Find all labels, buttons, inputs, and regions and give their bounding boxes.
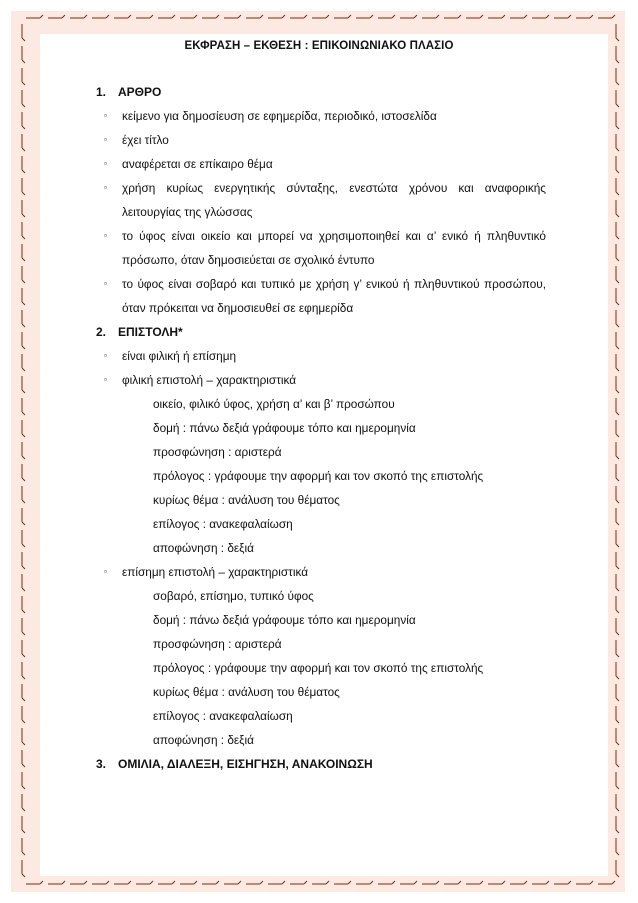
border-stitch — [616, 588, 619, 591]
border-stitch — [616, 214, 619, 217]
border-stitch — [304, 15, 307, 18]
border-stitch — [612, 15, 615, 18]
bullet-icon: ▫ — [104, 279, 107, 288]
border-stitch — [348, 881, 351, 884]
section-number: 1. — [96, 85, 107, 99]
detail-line: σοβαρό, επίσημο, τυπικό ύφος — [153, 589, 314, 603]
document-body — [96, 80, 546, 776]
border-stitch — [22, 104, 25, 107]
border-stitch — [84, 15, 87, 18]
border-stitch — [216, 881, 219, 884]
border-stitch — [616, 500, 619, 503]
border-stitch — [414, 881, 417, 884]
border-stitch — [616, 874, 619, 877]
border-stitch — [22, 522, 25, 525]
border-stitch — [616, 676, 619, 679]
border-stitch — [22, 874, 25, 877]
border-stitch — [616, 148, 619, 151]
border-stitch — [216, 15, 219, 18]
border-stitch — [22, 60, 25, 63]
bullet-icon: ▫ — [104, 183, 107, 192]
detail-line: αποφώνηση : δεξιά — [153, 733, 254, 747]
border-stitch — [22, 632, 25, 635]
list-item: ▫ κείμενο για δημοσίευση σε εφημερίδα, περιοδικό, ιστοσελίδα — [96, 104, 546, 128]
border-stitch — [260, 881, 263, 884]
border-stitch — [22, 390, 25, 393]
border-stitch — [590, 881, 593, 884]
border-stitch — [260, 15, 263, 18]
border-stitch — [616, 632, 619, 635]
border-stitch — [304, 881, 307, 884]
bullet-icon: ▫ — [104, 111, 107, 120]
border-stitch — [22, 214, 25, 217]
border-stitch — [590, 15, 593, 18]
detail-line: επίλογος : ανακεφαλαίωση — [153, 517, 293, 531]
section-title: ΑΡΘΡΟ — [118, 85, 162, 99]
border-stitch — [22, 764, 25, 767]
list-item: ▫ αναφέρεται σε επίκαιρο θέμα — [96, 152, 546, 176]
border-stitch — [546, 881, 549, 884]
border-stitch — [616, 324, 619, 327]
border-stitch — [22, 170, 25, 173]
border-stitch — [22, 412, 25, 415]
border-stitch — [616, 478, 619, 481]
border-stitch — [616, 280, 619, 283]
list-item: ▫ είναι φιλική ή επίσημη — [96, 344, 546, 368]
border-stitch — [22, 192, 25, 195]
border-stitch — [106, 15, 109, 18]
bullet-icon: ▫ — [104, 375, 107, 384]
border-stitch — [616, 720, 619, 723]
border-stitch — [22, 830, 25, 833]
border-stitch — [616, 610, 619, 613]
border-stitch — [616, 412, 619, 415]
section-number: 3. — [96, 757, 107, 771]
border-stitch — [40, 881, 43, 884]
detail-line: πρόλογος : γράφουμε την αφορμή και τον σκοπό της επιστολής — [153, 469, 484, 483]
border-stitch — [22, 566, 25, 569]
detail-line: πρόλογος : γράφουμε την αφορμή και τον σκοπό της επιστολής — [153, 661, 484, 675]
border-stitch — [616, 302, 619, 305]
border-stitch — [62, 15, 65, 18]
border-stitch — [150, 881, 153, 884]
list-item: ▫ χρήση κυρίως ενεργητικής σύνταξης, ενεστώτα χρόνου και αναφορικής λειτουργίας της γλώσσας — [96, 176, 546, 224]
border-stitch — [616, 742, 619, 745]
border-stitch — [22, 654, 25, 657]
border-stitch — [616, 126, 619, 129]
border-stitch — [348, 15, 351, 18]
border-stitch — [616, 236, 619, 239]
border-stitch — [616, 346, 619, 349]
detail-line: δομή : πάνω δεξιά γράφουμε τόπο και ημερομηνία — [153, 421, 416, 435]
border-stitch — [326, 15, 329, 18]
section-title: ΕΠΙΣΤΟΛΗ* — [118, 325, 183, 339]
detail-line: κυρίως θέμα : ανάλυση του θέματος — [153, 685, 340, 699]
border-stitch — [616, 852, 619, 855]
detail-line: αποφώνηση : δεξιά — [153, 541, 254, 555]
border-stitch — [502, 15, 505, 18]
detail-line: δομή : πάνω δεξιά γράφουμε τόπο και ημερομηνία — [153, 613, 416, 627]
border-stitch — [502, 881, 505, 884]
border-stitch — [22, 852, 25, 855]
border-stitch — [616, 434, 619, 437]
section-heading — [96, 80, 546, 104]
border-stitch — [616, 566, 619, 569]
border-stitch — [22, 236, 25, 239]
border-stitch — [436, 881, 439, 884]
section-number: 2. — [96, 325, 107, 339]
border-stitch — [480, 15, 483, 18]
detail-line: επίλογος : ανακεφαλαίωση — [153, 709, 293, 723]
border-stitch — [238, 881, 241, 884]
border-stitch — [616, 258, 619, 261]
border-stitch — [194, 15, 197, 18]
border-stitch — [616, 654, 619, 657]
border-stitch — [22, 742, 25, 745]
border-stitch — [524, 881, 527, 884]
border-stitch — [370, 15, 373, 18]
border-stitch — [22, 500, 25, 503]
border-stitch — [172, 881, 175, 884]
border-stitch — [616, 830, 619, 833]
bullet-icon: ▫ — [104, 351, 107, 360]
border-stitch — [22, 808, 25, 811]
border-stitch — [22, 368, 25, 371]
border-stitch — [616, 390, 619, 393]
border-stitch — [106, 881, 109, 884]
border-stitch — [194, 881, 197, 884]
border-stitch — [616, 764, 619, 767]
border-stitch — [616, 786, 619, 789]
border-stitch — [22, 456, 25, 459]
border-stitch — [616, 60, 619, 63]
detail-line: προσφώνηση : αριστερά — [153, 637, 282, 651]
border-stitch — [22, 126, 25, 129]
border-stitch — [22, 698, 25, 701]
border-stitch — [22, 676, 25, 679]
bullet-icon: ▫ — [104, 159, 107, 168]
border-stitch — [22, 324, 25, 327]
border-stitch — [616, 808, 619, 811]
border-stitch — [616, 170, 619, 173]
border-stitch — [392, 881, 395, 884]
bullet-icon: ▫ — [104, 567, 107, 576]
list-item: ▫ έχει τίτλο — [96, 128, 546, 152]
border-stitch — [22, 588, 25, 591]
detail-line: κυρίως θέμα : ανάλυση του θέματος — [153, 493, 340, 507]
border-stitch — [22, 610, 25, 613]
border-stitch — [22, 82, 25, 85]
document-title: ΕΚΦΡΑΣΗ – ΕΚΘΕΣΗ : ΕΠΙΚΟΙΝΩΝΙΑΚΟ ΠΛΑΣΙΟ — [184, 40, 454, 52]
border-stitch — [414, 15, 417, 18]
border-stitch — [616, 368, 619, 371]
border-stitch — [568, 15, 571, 18]
bullet-icon: ▫ — [104, 135, 107, 144]
border-stitch — [40, 15, 43, 18]
list-item: ▫ επίσημη επιστολή – χαρακτηριστικά — [96, 560, 546, 584]
border-stitch — [458, 881, 461, 884]
border-stitch — [616, 522, 619, 525]
border-stitch — [22, 434, 25, 437]
border-stitch — [150, 15, 153, 18]
border-stitch — [612, 881, 615, 884]
border-stitch — [128, 881, 131, 884]
border-stitch — [616, 456, 619, 459]
border-stitch — [22, 280, 25, 283]
section-heading — [96, 320, 546, 344]
border-stitch — [62, 881, 65, 884]
border-stitch — [616, 104, 619, 107]
border-stitch — [616, 82, 619, 85]
border-stitch — [458, 15, 461, 18]
border-stitch — [370, 881, 373, 884]
border-stitch — [546, 15, 549, 18]
border-stitch — [22, 720, 25, 723]
border-stitch — [22, 346, 25, 349]
border-stitch — [128, 15, 131, 18]
border-stitch — [282, 15, 285, 18]
list-item: ▫ το ύφος είναι οικείο και μπορεί να χρησιμοποιηθεί και α’ ενικό ή πληθυντικό πρόσωπο, όταν δημοσιεύεται σε σχολικό έντυπο — [96, 224, 546, 272]
list-item: ▫ φιλική επιστολή – χαρακτηριστικά — [96, 368, 546, 392]
border-stitch — [616, 192, 619, 195]
border-stitch — [22, 478, 25, 481]
border-stitch — [172, 15, 175, 18]
border-stitch — [616, 544, 619, 547]
border-stitch — [480, 881, 483, 884]
border-stitch — [282, 881, 285, 884]
border-stitch — [568, 881, 571, 884]
border-stitch — [22, 302, 25, 305]
list-item: ▫ το ύφος είναι σοβαρό και τυπικό με χρήση γ’ ενικού ή πληθυντικού προσώπου, όταν πρόκειται να δημοσιευθεί σε εφημερίδα — [96, 272, 546, 320]
detail-line: προσφώνηση : αριστερά — [153, 445, 282, 459]
border-stitch — [22, 148, 25, 151]
border-stitch — [84, 881, 87, 884]
border-stitch — [616, 698, 619, 701]
border-stitch — [22, 544, 25, 547]
border-stitch — [524, 15, 527, 18]
border-stitch — [22, 786, 25, 789]
bullet-icon: ▫ — [104, 231, 107, 240]
section-title: ΟΜΙΛΙΑ, ΔΙΑΛΕΞΗ, ΕΙΣΗΓΗΣΗ, ΑΝΑΚΟΙΝΩΣΗ — [118, 757, 373, 771]
border-stitch — [392, 15, 395, 18]
section-heading — [96, 752, 546, 776]
detail-line: οικείο, φιλικό ύφος, χρήση α’ και β’ προσώπου — [153, 397, 395, 411]
border-stitch — [326, 881, 329, 884]
border-stitch — [436, 15, 439, 18]
border-stitch — [22, 258, 25, 261]
border-stitch — [238, 15, 241, 18]
